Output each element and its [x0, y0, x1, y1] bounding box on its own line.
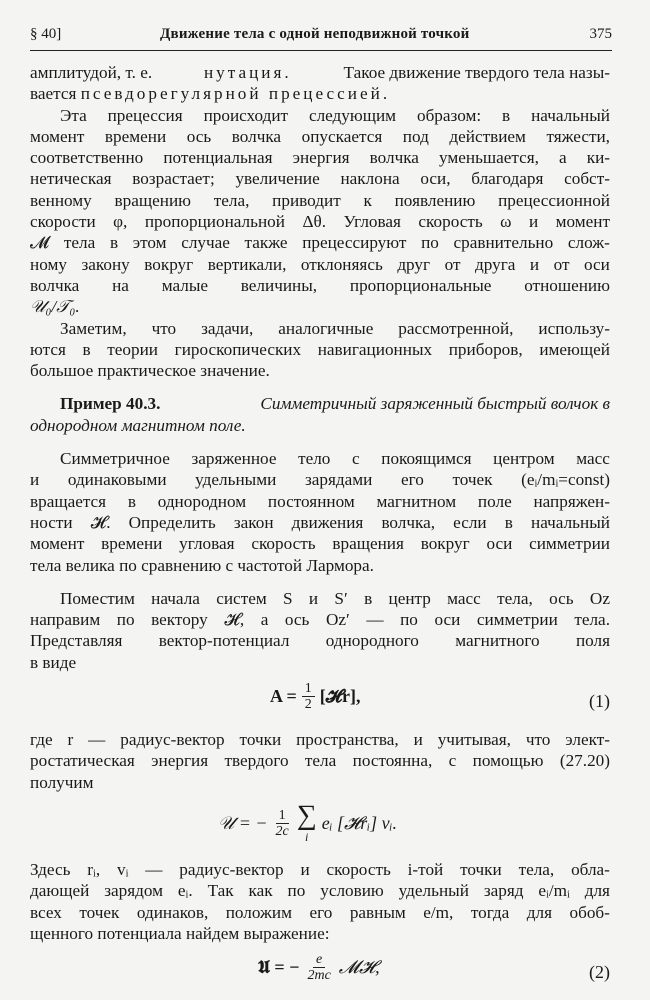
text-line: Эта прецессия происходит следующим образом: в начальный: [60, 105, 610, 125]
text-line: Представляя вектор-потенциал однородного магнитного поля: [30, 631, 610, 651]
text-line: ности 𝓗. Определить закон движения волчка, если в начальный: [30, 512, 610, 532]
formula-rhs: 𝓜𝓗,: [338, 956, 380, 977]
formula-lhs: 𝖀 = −: [258, 956, 300, 977]
text-line: дающей зарядом eᵢ. Так как по условию удельный заряд eᵢ/mᵢ для: [30, 881, 610, 901]
formula-generalized-potential: [30, 944, 610, 1000]
chapter-title: Движение тела с одной неподвижной точкой: [160, 26, 470, 42]
summation-sign: ∑ i: [296, 799, 317, 844]
text-line: Заметим, что задачи, аналогичные рассмотренной, использу-: [60, 318, 610, 338]
term-nutation: нутация.: [203, 63, 292, 82]
running-header: [30, 26, 612, 48]
text-line: получим: [30, 772, 94, 792]
text-line: Поместим начала систем S и S′ в центр масс тела, ось Oz: [60, 588, 610, 608]
text-line: тела велика по сравнению с частотой Лармора.: [30, 555, 374, 575]
text-line: амплитудой, т. е. нутация. Такое движение твердого тела назы-: [30, 63, 610, 82]
header-rule: [30, 50, 612, 51]
text-line: Здесь rᵢ, vᵢ — радиус-вектор и скорость i-той точки тела, обла-: [30, 859, 610, 879]
text-line: щенного потенциала найдем выражение:: [30, 923, 330, 943]
text-line: момент времени ось волчка опускается под действием тяжести,: [30, 126, 610, 146]
text-line: ному закону вокруг вертикали, отклоняясь друг от друга и от оси: [30, 254, 610, 274]
text-line: скорости φ, пропорциональной Δθ. Угловая скорость ω и момент: [30, 212, 610, 232]
formula-vector-potential: [30, 673, 610, 729]
page-body: [30, 62, 610, 1000]
section-label: § 40]: [30, 26, 62, 42]
text-line: вращается в однородном постоянном магнитном поле напряжен-: [30, 491, 610, 511]
formula-rhs: [𝓗r],: [319, 685, 361, 706]
equation-number: (2): [589, 962, 610, 983]
text-line: момент времени угловая скорость вращения вокруг оси симметрии: [30, 534, 610, 554]
example-heading: [30, 393, 610, 414]
formula-rhs: eᵢ [𝓗rᵢ] vᵢ.: [321, 813, 397, 834]
example-title-cont: однородном магнитном поле.: [30, 415, 246, 435]
equation-number: (1): [589, 691, 610, 712]
text-line: направим по вектору 𝓗, а ось Oz′ — по оси симметрии тела.: [30, 610, 610, 630]
text-line: Симметричное заряженное тело с покоящимся центром масс: [60, 449, 610, 469]
text-line: соответственно потенциальная энергия волчка уменьшается, а ки-: [30, 148, 610, 168]
page-number: 375: [589, 26, 612, 42]
text-line: в виде: [30, 652, 77, 672]
text-line: нетическая возрастает; увеличение наклона оси, благодаря собст-: [30, 169, 610, 189]
text-line: 𝒰₀/𝒯₀.: [30, 297, 80, 317]
text-line: большое практическое значение.: [30, 361, 270, 381]
text-line: 𝓜 тела в этом случае также прецессируют по сравнительно слож-: [30, 233, 610, 253]
formula-lhs: A =: [270, 685, 297, 706]
text-line: вается псевдорегулярной прецессией.: [30, 84, 391, 104]
text-line: и одинаковыми удельными зарядами его точек (eᵢ/mᵢ=const): [30, 470, 610, 490]
example-label: Пример 40.3.: [60, 394, 161, 414]
formula-lhs: 𝒰 = −: [218, 813, 268, 834]
term-pseudoregular-precession: псевдорегулярной прецессией.: [80, 84, 391, 104]
text-line: где r — радиус-вектор точки пространства, и учитывая, что элект-: [30, 730, 610, 750]
example-title: Симметричный заряженный быстрый волчок в: [260, 394, 610, 414]
text-line: волчка на малые величины, пропорциональные отношению: [30, 275, 610, 295]
fraction: $\frac{e}{2mc}$: [307, 952, 331, 984]
text-line: венному вращению тела, приводит к появлению прецессионной: [30, 190, 610, 210]
fraction: $\frac{1}{2}$: [302, 681, 315, 712]
text-line: всех точек одинаков, положим его равным e/m, тогда для обоб-: [30, 902, 610, 922]
text-line: ростатическая энергия твердого тела постоянна, с помощью (27.20): [30, 751, 610, 771]
fraction: $\frac{1}{2c}$: [275, 808, 289, 840]
text-line: ются в теории гироскопических навигационных приборов, имеющей: [30, 339, 610, 359]
formula-potential-sum: [30, 793, 610, 859]
